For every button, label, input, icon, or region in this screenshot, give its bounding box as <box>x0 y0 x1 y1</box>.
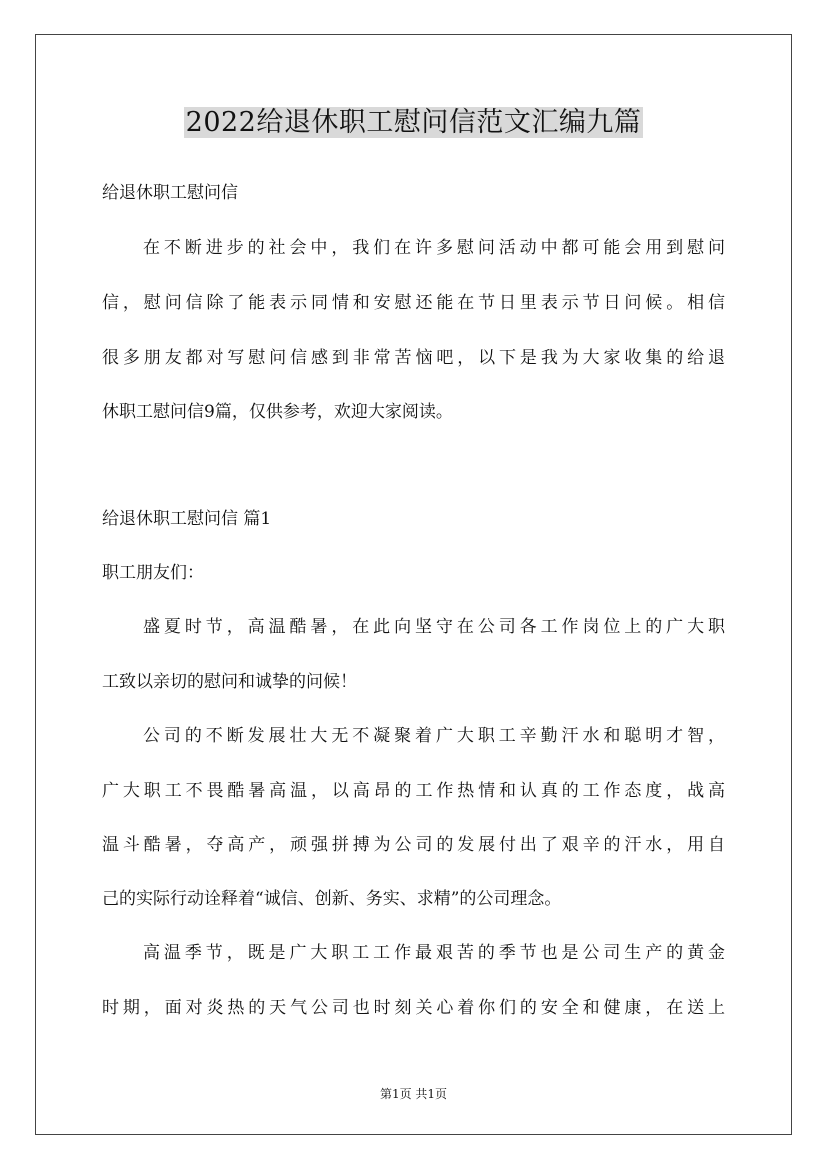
paragraph-line: 时期，面对炎热的天气公司也时刻关心着你们的安全和健康，在送上 <box>102 998 725 1018</box>
paragraph-line: 休职工慰问信9篇，仅供参考，欢迎大家阅读。 <box>102 402 453 422</box>
paragraph-line: 在不断进步的社会中，我们在许多慰问活动中都可能会用到慰问 <box>143 238 725 258</box>
section-heading: 给退休职工慰问信 <box>102 183 238 203</box>
paragraph-line: 公司的不断发展壮大无不凝聚着广大职工辛勤汗水和聪明才智， <box>143 726 725 746</box>
paragraph-line: 工致以亲切的慰问和诚挚的问候！ <box>102 672 357 692</box>
salutation: 职工朋友们： <box>102 563 204 583</box>
paragraph-line: 温斗酷暑，夺高产，顽强拼搏为公司的发展付出了艰辛的汗水，用自 <box>102 835 725 855</box>
page-number: 第1页 共1页 <box>379 1087 448 1101</box>
paragraph-line: 高温季节，既是广大职工工作最艰苦的季节也是公司生产的黄金 <box>143 943 725 963</box>
paragraph-line: 广大职工不畏酷暑高温，以高昂的工作热情和认真的工作态度，战高 <box>102 781 725 801</box>
paragraph-line: 盛夏时节，高温酷暑，在此向坚守在公司各工作岗位上的广大职 <box>143 617 725 637</box>
paragraph-line: 很多朋友都对写慰问信感到非常苦恼吧，以下是我为大家收集的给退 <box>102 348 725 368</box>
document-title: 2022给退休职工慰问信范文汇编九篇 <box>185 107 642 138</box>
document-title-wrapper <box>0 104 827 142</box>
paragraph-line: 己的实际行动诠释着“诚信、创新、务实、求精”的公司理念。 <box>102 889 562 909</box>
section-heading: 给退休职工慰问信 篇1 <box>102 509 272 529</box>
paragraph-line: 信，慰问信除了能表示同情和安慰还能在节日里表示节日问候。相信 <box>102 293 725 313</box>
